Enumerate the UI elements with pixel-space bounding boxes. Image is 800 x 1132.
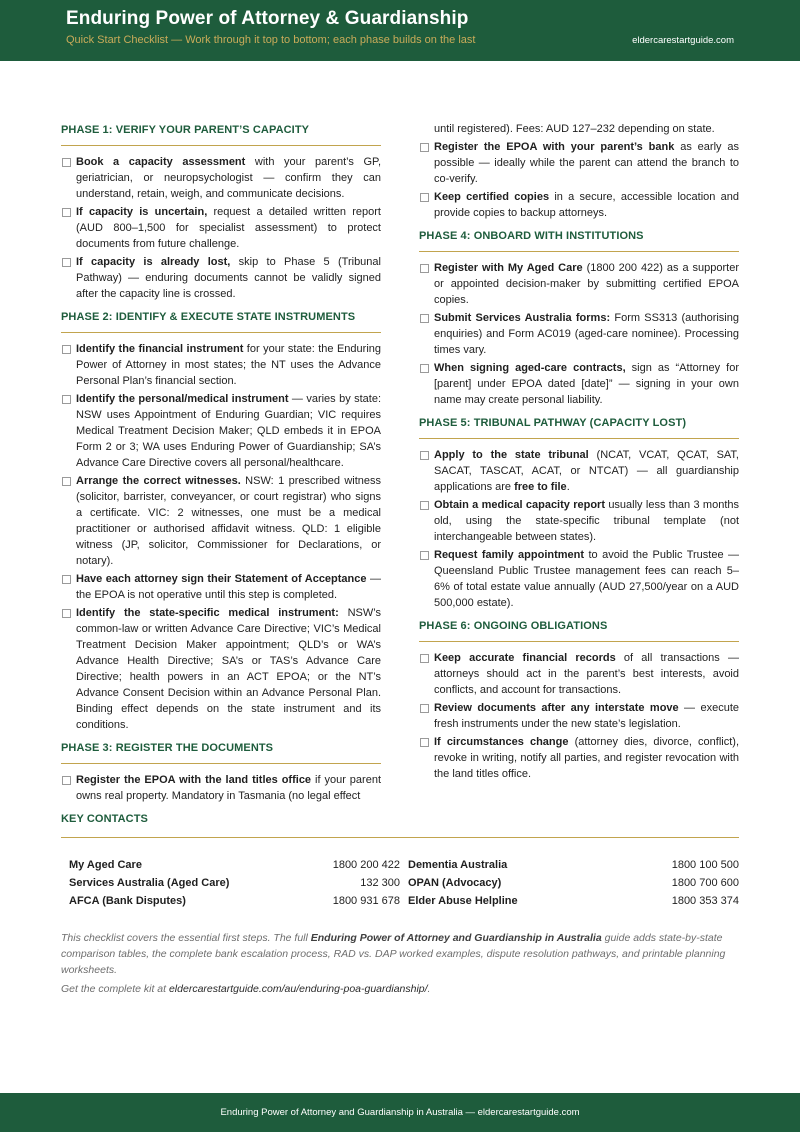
document-subtitle: Quick Start Checklist — Work through it top to bottom; each phase builds on the last [66, 34, 476, 46]
contact-phone[interactable]: 1800 931 678 [332, 895, 400, 907]
contact-phone[interactable]: 1800 700 600 [671, 877, 739, 889]
item-bold: Identify the personal/medical instrument [76, 393, 289, 405]
checkbox-icon[interactable] [420, 738, 429, 747]
note-text: . [427, 983, 431, 995]
header-site-link[interactable]: eldercarestartguide.com [632, 35, 734, 46]
contact-entry [408, 874, 739, 892]
checkbox-icon[interactable] [62, 609, 71, 618]
key-contacts-title: KEY CONTACTS [61, 813, 739, 838]
item-text: skip to Phase 5 (Tribunal Pathway) — enduring documents cannot be validly signed after the capacity line is crossed. [76, 256, 381, 300]
item-bold: Keep certified copies [434, 191, 550, 203]
contact-name: AFCA (Bank Disputes) [69, 895, 186, 907]
checklist-item [61, 772, 381, 804]
contact-name: Services Australia (Aged Care) [69, 877, 230, 889]
item-text: — varies by state: NSW uses Appointment of Enduring Guardian; VIC requires Medical Treatment Decision Maker; QLD embeds it in EPOA Form 2 or 3; WA uses Enduring Power of Guardianship; SA’s Advance Care Directive covers all personal/healthcare. [76, 393, 381, 469]
item-text: for your state: the Enduring Power of Attorney in most states; the NT uses the Advance Personal Plan’s financial section. [76, 343, 381, 387]
item-text: (NCAT, VCAT, QCAT, SAT, SACAT, TASCAT, ACAT, or NTCAT) — all guardianship applications are [434, 449, 739, 493]
contact-entry [408, 892, 739, 910]
checklist-item [61, 154, 381, 202]
item-text: — the EPOA is not operative until this step is completed. [76, 573, 381, 601]
checklist-item [61, 605, 381, 733]
note-text: Get the complete kit at [61, 983, 169, 995]
checklist-item [419, 139, 739, 187]
checkbox-icon[interactable] [420, 451, 429, 460]
checklist-item [419, 360, 739, 408]
item-text: Form SS313 (authorising enquiries) and Form AC019 (aged-care nominee). Processing times vary. [434, 312, 739, 356]
checklist-item [61, 571, 381, 603]
contact-row [61, 892, 739, 910]
page-header [0, 0, 800, 61]
item-bold: Register the EPOA with the land titles office [76, 774, 312, 786]
checklist-item [419, 650, 739, 698]
item-text: if your parent owns real property. Mandatory in Tasmania (no legal effect [76, 774, 382, 802]
item-bold: Identify the financial instrument [76, 343, 244, 355]
item-bold: Register the EPOA with your parent’s bank [434, 141, 675, 153]
contact-row [61, 874, 739, 892]
contact-entry [61, 892, 400, 910]
checkbox-icon[interactable] [62, 575, 71, 584]
phase-4-title: PHASE 4: ONBOARD WITH INSTITUTIONS [419, 228, 739, 252]
checkbox-icon[interactable] [420, 654, 429, 663]
contact-phone[interactable]: 132 300 [360, 877, 400, 889]
contact-entry [408, 856, 739, 874]
checklist-item [61, 473, 381, 569]
contact-phone[interactable]: 1800 353 374 [671, 895, 739, 907]
kit-link[interactable]: eldercarestartguide.com/au/enduring-poa-guardianship/ [168, 983, 428, 995]
checkbox-icon[interactable] [420, 314, 429, 323]
item-bold: Apply to the state tribunal [434, 449, 589, 461]
phase-4 [419, 228, 739, 408]
item-text: — execute fresh instruments under the new state’s legislation. [434, 702, 739, 730]
phase-1 [61, 122, 381, 302]
checklist-item [419, 260, 739, 308]
item-bold: free to file [514, 481, 567, 493]
checklist-item [419, 189, 739, 221]
checkbox-icon[interactable] [62, 776, 71, 785]
item-bold: If capacity is already lost, [76, 256, 231, 268]
item-bold: Obtain a medical capacity report [434, 499, 605, 511]
phase-6 [419, 618, 739, 782]
item-text: request a detailed written report (AUD 800–1,500 for specialist assessment) to protect documents from future challenge. [76, 206, 381, 250]
checkbox-icon[interactable] [420, 193, 429, 202]
item-text: in a secure, accessible location and provide copies to backup attorneys. [434, 191, 739, 219]
item-bold: Identify the state-specific medical instrument: [76, 607, 339, 619]
phase-5-title: PHASE 5: TRIBUNAL PATHWAY (CAPACITY LOST) [419, 415, 739, 439]
contact-name: Elder Abuse Helpline [408, 895, 518, 907]
checklist-item [61, 254, 381, 302]
item-bold: Request family appointment [434, 549, 585, 561]
checklist-item [419, 497, 739, 545]
checklist-item [419, 310, 739, 358]
checklist-item [419, 734, 739, 782]
item-text: usually less than 3 months old, using the state-specific tribunal template (not interchangeable between states). [434, 499, 739, 543]
left-column [61, 122, 381, 811]
item-text: to avoid the Public Trustee — Queensland Public Trustee management fees can reach 5–6% of total estate value annually (AUD 27,500/year on a AUD 500,000 estate). [434, 549, 740, 609]
footer-text: Enduring Power of Attorney and Guardianship in Australia — eldercarestartguide.com [220, 1107, 580, 1118]
checkbox-icon[interactable] [62, 345, 71, 354]
item-bold: Review documents after any interstate move [434, 702, 679, 714]
item-bold: If capacity is uncertain, [76, 206, 208, 218]
phase-5 [419, 415, 739, 611]
contact-name: Dementia Australia [408, 859, 508, 871]
checkbox-icon[interactable] [420, 264, 429, 273]
item-bold: If circumstances change [434, 736, 569, 748]
item-continuation: until registered). Fees: AUD 127–232 depending on state. [434, 123, 715, 135]
checklist-item [61, 391, 381, 471]
item-text: with your parent’s GP, geriatrician, or neuropsychologist — confirm they can understand, retain, weigh, and communicate decisions. [76, 156, 381, 200]
contact-phone[interactable]: 1800 200 422 [332, 859, 400, 871]
checkbox-icon[interactable] [420, 551, 429, 560]
checkbox-icon[interactable] [62, 158, 71, 167]
checkbox-icon[interactable] [420, 501, 429, 510]
phase-2-title: PHASE 2: IDENTIFY & EXECUTE STATE INSTRUMENTS [61, 309, 381, 333]
item-bold: Book a capacity assessment [76, 156, 246, 168]
closing-note [61, 930, 739, 1000]
page-footer [0, 1093, 800, 1132]
checkbox-icon[interactable] [62, 258, 71, 267]
item-bold: Have each attorney sign their Statement of Acceptance [76, 573, 367, 585]
note-text: guide adds state-by-state comparison tables, the complete bank escalation process, RAD vs. DAP worked examples, dispute resolution pathways, and printable planning worksheets. [61, 932, 726, 976]
item-text: NSW’s common-law or written Advance Care Directive; VIC’s Medical Treatment Decision Maker appointment; QLD’s or WA’s Advance Health Directive; SA’s or TAS’s Advance Care Directive; health powers in an ACT EPOA; or the NT’s Advance Consent Decision within an Advance Personal Plan. Binding effect depends on the state instrument and its conditions. [76, 607, 381, 731]
note-paragraph [61, 930, 739, 978]
checkbox-icon[interactable] [62, 208, 71, 217]
contact-row [61, 856, 739, 874]
checkbox-icon[interactable] [420, 364, 429, 373]
note-text: This checklist covers the essential first steps. The full [61, 932, 311, 944]
checkbox-icon[interactable] [62, 395, 71, 404]
phase-3-continued [419, 139, 739, 221]
item-text: (1800 200 422) as a supporter or appointed decision-maker by submitting certified EPOA copies. [434, 262, 739, 306]
contact-name: OPAN (Advocacy) [408, 877, 502, 889]
note-paragraph [61, 981, 739, 997]
checklist-item [419, 547, 739, 611]
checklist-item [61, 341, 381, 389]
contact-phone[interactable]: 1800 100 500 [671, 859, 739, 871]
contact-name: My Aged Care [69, 859, 142, 871]
item-text: sign as “Attorney for [parent] under EPOA dated [date]” — signing in your own name may create personal liability. [434, 362, 739, 406]
item-text: NSW: 1 prescribed witness (solicitor, barrister, conveyancer, or court registrar) who signs a certificate. VIC: 2 witnesses, one must be a medical practitioner or authorised affidavit witness. QLD: 1 eligible witness (JP, solicitor, Commissioner for Declarations, or notary). [76, 475, 381, 567]
item-bold: Keep accurate financial records [434, 652, 616, 664]
checklist-item [419, 700, 739, 732]
phase-1-title: PHASE 1: VERIFY YOUR PARENT’S CAPACITY [61, 122, 381, 146]
item-text: . [566, 481, 570, 493]
checklist-item [419, 447, 739, 495]
contact-entry [61, 856, 400, 874]
checkbox-icon[interactable] [420, 704, 429, 713]
phase-6-title: PHASE 6: ONGOING OBLIGATIONS [419, 618, 739, 642]
key-contacts [61, 813, 739, 910]
item-text: (attorney dies, divorce, conflict), revoke in writing, notify all parties, and register revocation with the land titles office. [434, 736, 740, 780]
guide-title: Enduring Power of Attorney and Guardianship in Australia [310, 932, 602, 944]
item-bold: Register with My Aged Care [434, 262, 583, 274]
item-bold: Arrange the correct witnesses. [76, 475, 241, 487]
item-text: as early as possible — ideally while the parent can attend the branch to co-verify. [434, 141, 740, 185]
item-text: of all transactions — attorneys should act in the parent’s best interests, avoid conflicts, and account for transactions. [434, 652, 739, 696]
right-column [419, 122, 739, 789]
item-bold: Submit Services Australia forms: [434, 312, 611, 324]
phase-3 [61, 740, 381, 804]
contact-entry [61, 874, 400, 892]
checklist-item [61, 204, 381, 252]
checkbox-icon[interactable] [420, 143, 429, 152]
phase-2 [61, 309, 381, 733]
phase-3-title: PHASE 3: REGISTER THE DOCUMENTS [61, 740, 381, 764]
checkbox-icon[interactable] [62, 477, 71, 486]
document-title: Enduring Power of Attorney & Guardianship [66, 8, 469, 29]
item-bold: When signing aged-care contracts, [434, 362, 626, 374]
